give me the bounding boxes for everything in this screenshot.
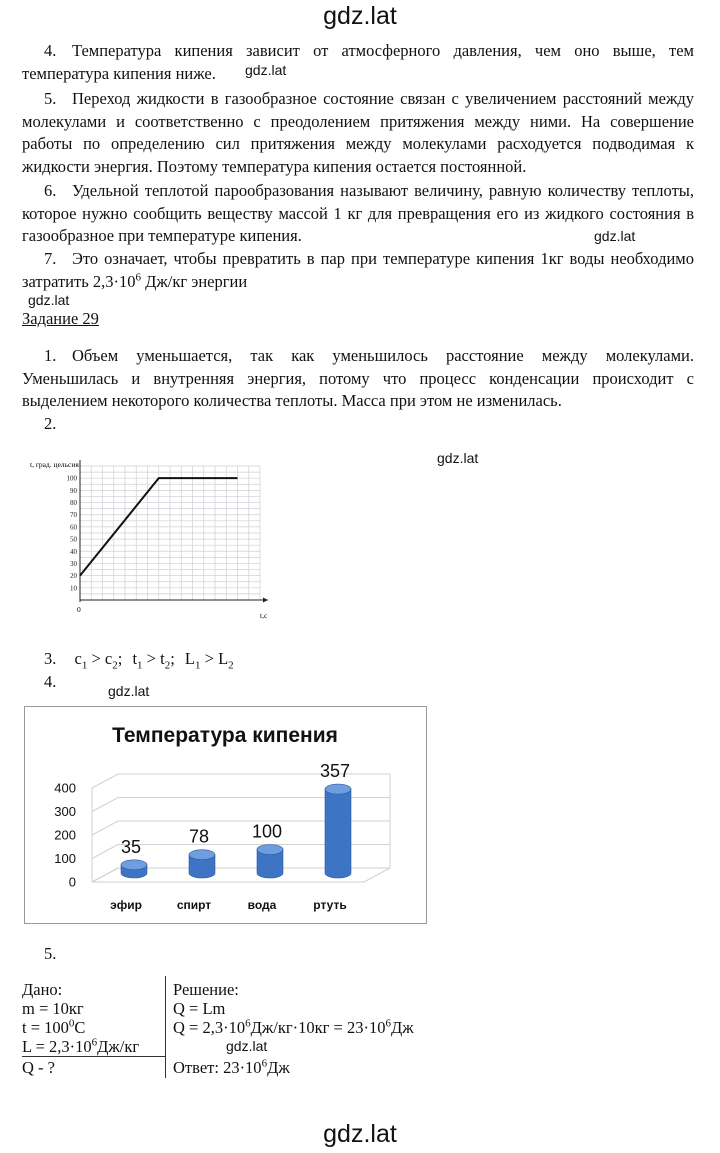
y-tick-label: 10 xyxy=(70,584,77,593)
x-origin-label: 0 xyxy=(77,605,81,614)
y-tick-label: 60 xyxy=(70,523,77,532)
find-quantity: Q - ? xyxy=(22,1058,55,1077)
y-tick-label: 300 xyxy=(54,804,76,819)
watermark: gdz.lat xyxy=(28,292,70,308)
bar-top xyxy=(189,850,215,860)
bar-top xyxy=(325,784,351,794)
y-tick-label: 200 xyxy=(54,827,76,843)
watermark: gdz.lat xyxy=(108,683,150,699)
site-footer: gdz.lat xyxy=(323,1120,397,1148)
bar xyxy=(325,789,351,878)
y-tick-label: 40 xyxy=(70,547,77,556)
chart-title: Температура кипения xyxy=(112,724,338,747)
heating-line-chart xyxy=(18,452,288,627)
y-tick-label: 20 xyxy=(70,572,77,581)
watermark: gdz.lat xyxy=(594,228,636,244)
paragraph-number: 5. xyxy=(44,89,57,108)
y-tick-label: 30 xyxy=(70,559,77,568)
paragraph-number: 4. xyxy=(44,41,57,60)
chart-axes xyxy=(80,460,268,603)
boiling-bar-chart xyxy=(24,706,427,924)
relation-2: $t_1 > t_2$; xyxy=(132,649,175,672)
paragraph-number: 7. xyxy=(44,249,57,268)
paragraph-number: 6. xyxy=(44,181,57,200)
y-tick-label: 70 xyxy=(70,511,77,520)
divider-horizontal xyxy=(22,1056,166,1057)
paragraph-text: Дж/кг энергии xyxy=(141,271,248,291)
given-mass: m = 10кг xyxy=(22,999,84,1018)
exponent: 6 xyxy=(135,271,141,283)
relation-1: $c_1 > c_2$; xyxy=(74,649,123,672)
site-header: gdz.lat xyxy=(323,2,397,30)
data-label: 100 xyxy=(251,821,283,842)
y-tick-label: 100 xyxy=(66,474,77,483)
given-heat-coefficient: $L = 2,3\cdot 10^6Дж/кг$ xyxy=(22,1036,140,1056)
solution-formula: Q = Lm xyxy=(173,999,226,1018)
watermark: gdz.lat xyxy=(245,62,287,78)
category-labels xyxy=(110,898,347,912)
given-temperature: $t = 100^0C$ xyxy=(22,1017,86,1037)
category-label: вода xyxy=(247,898,277,912)
item-number: 2. xyxy=(44,414,57,433)
y-tick-label: 50 xyxy=(70,535,77,544)
item-number: 5. xyxy=(44,944,57,963)
paragraph-5 xyxy=(22,88,694,178)
given-block xyxy=(22,980,139,1077)
task-title: Задание 29 xyxy=(22,309,99,328)
paragraph-7 xyxy=(22,248,694,293)
item-number: 1. xyxy=(44,346,57,365)
y-tick-label: 400 xyxy=(54,780,76,796)
watermark: gdz.lat xyxy=(437,450,479,466)
paragraph-4 xyxy=(22,40,694,85)
watermark: gdz.lat xyxy=(226,1038,268,1054)
bar-top xyxy=(121,860,147,870)
x-axis-arrow xyxy=(263,598,268,603)
data-label: 78 xyxy=(188,826,210,847)
data-label: 357 xyxy=(319,761,351,782)
category-label: спирт xyxy=(176,898,212,912)
task-item-1 xyxy=(22,345,694,413)
item-text: Объем уменьшается, так как уменьшилось расстояние между молекулами. Уменьшилась и внутренняя энергия, потому что процесс конденсации происходит с выделением некоторого количества теплоты. Масса при этом не изменилась. xyxy=(22,346,694,410)
paragraph-text: Удельной теплотой парообразования называют величину, равную количеству теплоты, которое нужно сообщить веществу массой 1 кг для превращения его из жидкого состояния в газообразное при температуре кипения. xyxy=(22,181,694,245)
solution-block xyxy=(173,980,414,1077)
task-item-3 xyxy=(44,649,234,672)
paragraph-text: Это означает, чтобы превратить в пар при температуре кипения 1кг воды необходимо затратить 2,3·10 xyxy=(22,249,694,291)
paragraph-text: Переход жидкости в газообразное состояние связан с увеличением расстояний между молекулами и соответственно с преодолением притяжения между ними. На совершение работы по определению сил притяжения между молекулами расходуется подводимая к жидкости энергия. Поэтому температура кипения остается постоянной. xyxy=(22,89,694,176)
x-axis-label: t,c xyxy=(260,611,268,620)
solution-title: Решение: xyxy=(173,980,239,999)
y-axis-label: t, град. цельсия xyxy=(30,460,79,469)
chart-grid xyxy=(80,466,260,600)
item-number: 4. xyxy=(44,672,57,691)
given-title: Дано: xyxy=(22,980,63,999)
solution-calculation: $Q = 2,3\cdot 10^6Дж/кг\cdot 10кг = 23\cdot 10^6Дж$ xyxy=(173,1017,414,1037)
y-tick-labels xyxy=(54,781,76,890)
bar-top xyxy=(257,845,283,855)
y-tick-label: 80 xyxy=(70,499,77,508)
y-tick-label: 90 xyxy=(70,486,77,495)
item-number: 3. xyxy=(44,649,57,668)
y-tick-label: 100 xyxy=(54,851,76,866)
solution-answer: Ответ: $23\cdot 10^6Дж$ xyxy=(173,1057,290,1077)
y-tick-label: 0 xyxy=(68,874,76,890)
y-tick-labels xyxy=(67,475,78,593)
category-label: эфир xyxy=(110,898,142,912)
paragraph-text: Температура кипения зависит от атмосферного давления, чем оно выше, тем температура кипения ниже. xyxy=(22,41,694,83)
category-label: ртуть xyxy=(313,898,347,912)
data-label: 35 xyxy=(120,836,142,857)
divider-vertical xyxy=(165,976,166,1078)
chart-bars xyxy=(121,761,351,878)
relation-3: $L_1 > L_2$ xyxy=(184,649,234,672)
